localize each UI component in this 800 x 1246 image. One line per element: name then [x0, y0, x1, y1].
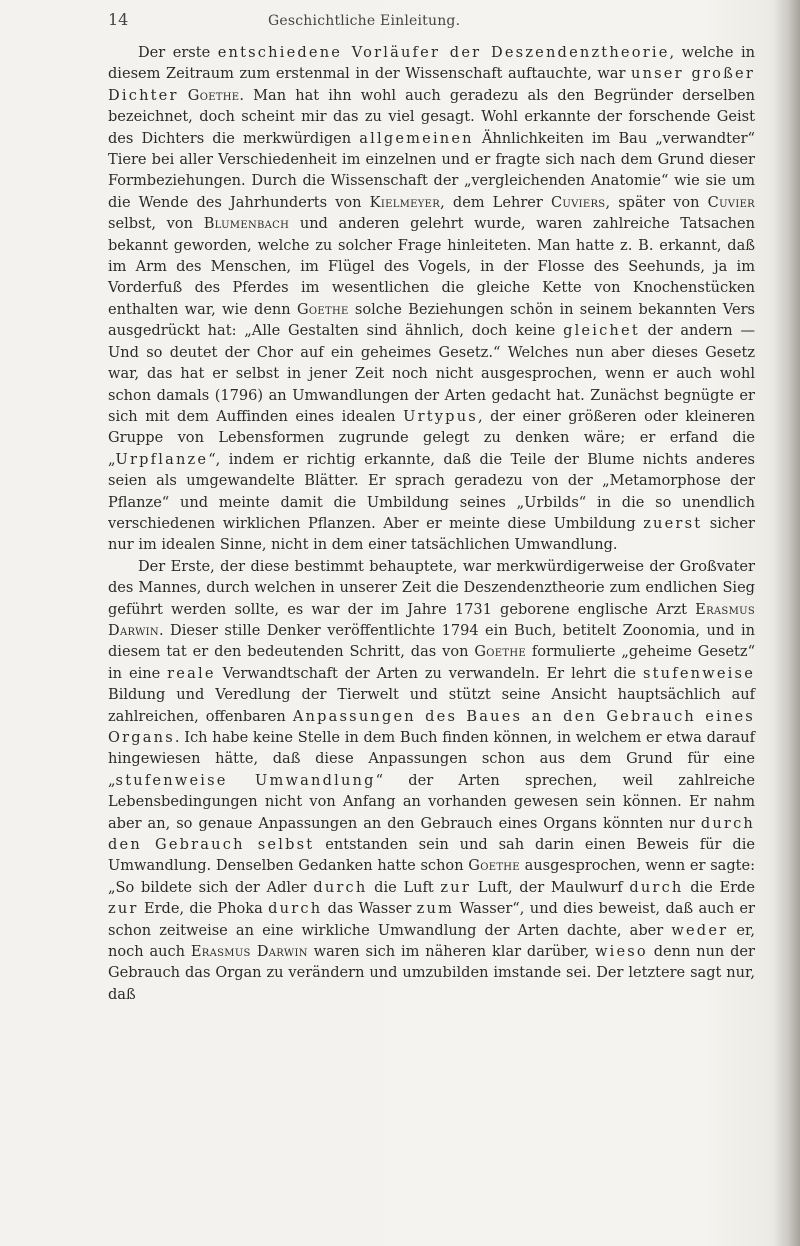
text-run: entstanden sein und sah darin einen Beweis für die Umwandlung. Denselben Gedanken hatte schon	[108, 836, 755, 875]
text-run: , dem Lehrer	[440, 193, 551, 211]
emphasis-spaced: durch den Gebrauch selbst	[108, 814, 755, 854]
emphasis-spaced: durch	[313, 878, 368, 896]
person-name: Goethe	[187, 86, 240, 104]
text-run: sicher nur im idealen Sinne, nicht in dem einer tatsächlichen Umwandlung.	[108, 514, 755, 554]
text-run: “, indem er richtig erkannte, daß die Teile der Blume nichts anderes seien als umgewandelte Blätter. Er sprach geradezu von der „Metamorphose der Pflanze“ und meinte damit die Umbildung seines „Urbilds“ in die so unendlich verschiedenen wirklichen Pflanzen. Aber er meinte diese Umbildung	[108, 450, 755, 532]
person-name: Goethe	[468, 857, 520, 875]
person-name: Goethe	[474, 643, 526, 661]
text-run: die Luft	[367, 878, 441, 896]
emphasis-spaced: durch	[268, 900, 323, 918]
running-head: Geschichtliche Einleitung.	[268, 13, 461, 29]
text-run: denn nun der Gebrauch das Organ zu verändern und umzubilden imstande sei. Der letztere sagt nur, daß	[108, 943, 755, 1003]
emphasis-spaced: reale	[167, 664, 216, 682]
text-run: Luft, der Maulwurf	[471, 878, 630, 896]
text-run: Wasser“, und dies beweist, daß auch er schon zeitweise an eine wirkliche Umwandlung der Arten dachte, aber	[108, 900, 755, 939]
emphasis-spaced: durch	[629, 878, 684, 896]
text-run: selbst, von	[108, 215, 204, 233]
text-run: , später von	[605, 193, 708, 211]
text-run: Bildung und Veredlung der Tierwelt und stützt seine Ansicht hauptsächlich auf zahlreichen, offenbaren	[108, 686, 755, 725]
text-run: formulierte „geheime Gesetz“ in eine	[108, 643, 755, 682]
text-run: Verwandtschaft der Arten zu verwandeln. Er lehrt die	[215, 664, 643, 682]
emphasis-spaced: weder	[671, 921, 729, 939]
text-run: der andern — Und so deutet der Chor auf ein geheimes Gesetz.“ Welches nun aber dieses Gesetz war, das hat er selbst in jener Zeit noch nicht ausgesprochen, wenn er auch wohl schon damals (1796) an Umwandlungen der Arten gedacht hat. Zunächst begnügte er sich mit dem Auffinden eines idealen	[108, 322, 755, 425]
text-run: das Wasser	[322, 900, 417, 918]
emphasis-spaced: stufenweise	[642, 664, 755, 682]
text-run: ausgesprochen, wenn er sagte: „So bildete sich der Adler	[108, 857, 755, 896]
page-number: 14	[108, 10, 129, 29]
text-run	[179, 87, 188, 104]
person-name: Cuviers	[550, 193, 606, 211]
body-text	[108, 42, 755, 1005]
emphasis-spaced: wieso	[594, 943, 648, 961]
text-run: Erde, die Phoka	[138, 900, 269, 918]
emphasis-spaced: stufenweise Umwandlung	[115, 771, 376, 789]
emphasis-spaced: zur	[440, 878, 472, 896]
text-run: . Ich habe keine Stelle in dem Buch finden können, in welchem er etwa darauf hingewiesen hätte, daß diese Anpassungen schon aus dem Grund für eine „	[108, 729, 755, 789]
emphasis-spaced: Anpassungen des Baues an den Gebrauch eines Organs	[108, 707, 755, 746]
page-edge-shadow	[774, 0, 800, 1246]
emphasis-spaced: gleichet	[563, 322, 640, 340]
emphasis-spaced: zuerst	[643, 514, 703, 532]
text-run: waren sich im näheren klar darüber,	[307, 943, 595, 961]
text-run: , welche in diesem Zeitraum zum erstenmal in der Wissenschaft auftauchte, war	[108, 44, 755, 83]
emphasis-spaced: Urpflanze	[115, 450, 209, 468]
emphasis-spaced: entschiedene Vorläufer der Deszendenztheorie	[217, 44, 670, 61]
text-run: Der Erste, der diese bestimmt behauptete, war merkwürdigerweise der Großvater des Mannes, durch welchen in unserer Zeit die Deszendenztheorie zum endlichen Sieg geführt werden sollte, es war der im Jahre 1731 geborene englische Arzt	[108, 557, 755, 618]
emphasis-spaced: Urtypus	[403, 407, 478, 425]
emphasis-spaced: zur	[108, 900, 139, 918]
text-run: . Dieser stille Denker veröffentlichte 1794 ein Buch, betitelt Zoonomia, und in diesem tat er den bedeutenden Schritt, das von	[108, 621, 755, 661]
text-run: “ der Arten sprechen, weil zahlreiche Lebensbedingungen nicht von Anfang an vorhanden gewesen sein können. Er nahm aber an, so genaue Anpassungen an den Gebrauch eines Organs könnten nur	[108, 771, 755, 832]
text-run: Ähnlichkeiten im Bau „verwandter“ Tiere bei aller Verschiedenheit im einzelnen und er fragte sich nach dem Grund dieser Formbeziehungen. Durch die Wissenschaft der „vergleichenden Anatomie“ wie sie um die Wende des Jahrhunderts von	[108, 129, 755, 211]
person-name: Goethe	[296, 300, 349, 318]
text-run: er, noch auch	[108, 921, 755, 961]
emphasis-spaced: unser großer Dichter	[108, 65, 755, 104]
text-run: solche Beziehungen schön in seinem bekannten Vers ausgedrückt hat: „Alle Gestalten sind ähnlich, doch keine	[108, 300, 755, 340]
text-run: Der erste	[138, 44, 218, 61]
paragraph-1	[108, 42, 755, 556]
text-run: die Erde	[683, 878, 755, 896]
person-name: Erasmus Darwin	[190, 943, 308, 961]
paragraph-2	[108, 556, 755, 1006]
text-run: und anderen gelehrt wurde, waren zahlreiche Tatsachen bekannt geworden, welche zu solcher Frage hinleiteten. Man hatte z. B. erkannt, daß im Arm des Menschen, im Flügel des Vogels, in der Flosse des Seehunds, ja im Vorderfuß des Pferdes im wesentlichen die gleiche Kette von Knochenstücken enthalten war, wie denn	[108, 215, 755, 318]
person-name: Erasmus Darwin	[108, 600, 755, 639]
text-run: , der einer größeren oder kleineren Gruppe von Lebensformen zugrunde gelegt zu denken wäre; er erfand die „	[108, 407, 755, 468]
person-name: Kielmeyer	[369, 193, 441, 211]
person-name: Cuvier	[707, 193, 755, 211]
text-run: . Man hat ihn wohl auch geradezu als den Begründer derselben bezeichnet, doch scheint mir das zu viel gesagt. Wohl erkannte der forschende Geist des Dichters die merkwürdigen	[108, 86, 756, 147]
person-name: Blumenbach	[203, 215, 290, 233]
emphasis-spaced: allgemeinen	[359, 129, 474, 147]
page-header	[108, 10, 755, 36]
emphasis-spaced: zum	[416, 900, 455, 918]
